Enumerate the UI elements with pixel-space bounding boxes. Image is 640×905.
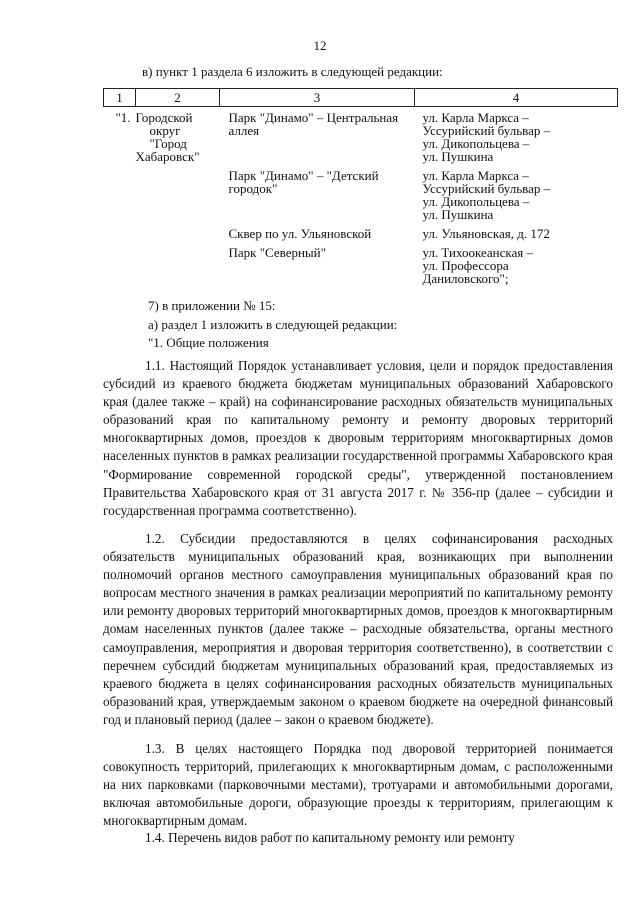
paragraph-1-1: 1.1. Настоящий Порядок устанавливает условия, цели и порядок предоставления субсидий из краевого бюджета бюджетам муниципальных образований Хабаровского края (далее также – край) на софинансирование расходных обязательств муниципальных образований края по капитальному ремонту и ремонту дворовых территорий многоквартирных домов, проездов к дворовым территориям многоквартирных домов населенных пунктов в рамках реализации государственной программы Хабаровского края "Формирование современной городской среды", утвержденной постановлением Правительства Хабаровского края от 31 августа 2017 г. № 356-пр (далее – субсидии и государственная программа соответственно). <box>103 358 613 518</box>
table-header-cell: 2 <box>136 89 220 107</box>
section-line: а) раздел 1 изложить в следующей редакции: <box>148 317 398 332</box>
paragraph-1-2: 1.2. Субсидии предоставляются в целях софинансирования расходных обязательств муниципальных образований края, возникающих при выполнении полномочий органов местного самоуправления муниципальных образований края по вопросам местного значения в рамках реализации мероприятий по капитальному ремонту или ремонту дворовых территорий многоквартирных домов, проездов к многоквартирным домам населенных пунктов (далее также – расходные обязательства, органы местного самоуправления, мероприятия и дворовая территория соответственно), в соответствии с перечнем субсидий бюджетам муниципальных образований края, предоставляемых из краевого бюджета в целях софинансирования расходных обязательств муниципальных образований края, утверждаемым законом о краевом бюджете на очередной финансовый год и плановый период (далее – закон о краевом бюджете). <box>103 531 614 727</box>
address-line: ул. Тихоокеанская – <box>422 245 534 260</box>
municipality-line: Городской <box>135 110 193 125</box>
parks-table <box>103 88 618 285</box>
table-row <box>104 107 618 170</box>
park-name-line: Парк "Динамо" – "Детский <box>228 168 379 183</box>
address-line: ул. Пушкина <box>422 207 494 222</box>
park-name-line: Парк "Динамо" – Центральная <box>228 110 399 125</box>
table-header-cell: 3 <box>220 89 415 107</box>
municipality-line: округ <box>149 123 181 138</box>
address-line: ул. Дикопольцева – <box>422 136 530 151</box>
table-header-cell: 4 <box>415 89 618 107</box>
address-line: ул. Карла Маркса – <box>422 110 529 125</box>
park-name-cell <box>220 107 415 170</box>
appendix-line: 7) в приложении № 15: <box>148 298 276 313</box>
table-header-row <box>104 89 618 107</box>
address-line: ул. Карла Маркса – <box>422 168 529 183</box>
table-row <box>104 246 618 285</box>
address-cell <box>415 169 618 227</box>
paragraph-1-4: 1.4. Перечень видов работ по капитальному ремонту или ремонту <box>145 830 515 845</box>
table-row <box>104 227 618 246</box>
row-number: "1. <box>115 110 131 125</box>
park-name-cell <box>220 169 415 227</box>
paragraph-1-3: 1.3. В целях настоящего Порядка под дворовой территорией понимается совокупность территорий, прилегающих к многоквартирным домам, с расположенными на них парковками (парковочными местами), тротуарами и автомобильными дорогами, включая автомобильные дороги, образующие проезды к территориям, прилегающим к многоквартирным домам. <box>103 741 613 829</box>
address-cell <box>415 107 618 170</box>
park-name-line: аллея <box>228 123 260 138</box>
address-line: ул. Пушкина <box>422 149 494 164</box>
address-cell <box>415 227 618 246</box>
address-line: ул. Ульяновская, д. 172 <box>422 226 550 241</box>
address-line: ул. Дикопольцева – <box>422 194 530 209</box>
park-name-cell <box>220 227 415 246</box>
page-number: 12 <box>313 38 327 53</box>
section-heading: "1. Общие положения <box>148 335 269 350</box>
municipality-cell <box>136 107 220 170</box>
municipality-line: "Город <box>149 136 187 151</box>
address-cell <box>415 246 618 285</box>
address-line: Уссурийский бульвар – <box>422 123 551 138</box>
table-header-cell: 1 <box>104 89 136 107</box>
park-name-line: городок" <box>228 181 278 196</box>
table-row <box>104 169 618 227</box>
park-name-line: Сквер по ул. Ульяновской <box>228 226 372 241</box>
park-name-line: Парк "Северный" <box>228 245 326 260</box>
address-line: ул. Профессора <box>422 258 509 273</box>
address-line: Даниловского"; <box>422 271 509 286</box>
intro-line: в) пункт 1 раздела 6 изложить в следующей редакции: <box>142 64 443 79</box>
address-line: Уссурийский бульвар – <box>422 181 551 196</box>
park-name-cell <box>220 246 415 285</box>
municipality-line: Хабаровск" <box>135 149 200 164</box>
